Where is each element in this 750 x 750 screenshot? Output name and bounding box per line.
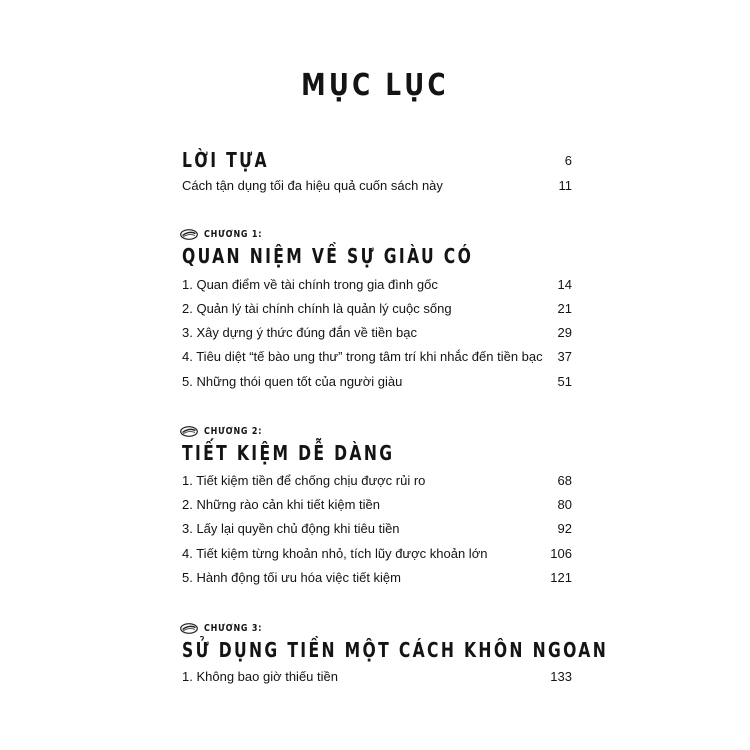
- toc-entry-label: 1. Không bao giờ thiếu tiền: [182, 669, 338, 684]
- toc-entry-label: 2. Những rào cản khi tiết kiệm tiền: [182, 497, 381, 512]
- toc-entry-page-number: 68: [557, 473, 572, 488]
- chapter-2-title: TIẾT KIỆM DỄ DÀNG: [182, 441, 395, 465]
- preface-page-number: 6: [564, 153, 572, 168]
- toc-entry-page-number: 80: [557, 497, 572, 512]
- toc-entry-ch2-4[interactable]: [182, 545, 572, 563]
- toc-entry-ch1-2[interactable]: [182, 300, 572, 318]
- toc-entry-page-number: 29: [557, 325, 572, 340]
- toc-entry-page-number: 14: [557, 277, 572, 292]
- toc-entry-label: 1. Tiết kiệm tiền để chống chịu được rủi ro: [182, 473, 426, 488]
- toc-entry-ch3-1[interactable]: [182, 668, 572, 686]
- toc-entry-ch1-1[interactable]: [182, 276, 572, 294]
- chapter-3-tag: [180, 623, 277, 634]
- chapter-tag-text: CHƯƠNG 3:: [204, 623, 263, 634]
- toc-entry-label: 1. Quan điểm về tài chính trong gia đình gốc: [182, 277, 438, 292]
- toc-entry-ch2-3[interactable]: [182, 520, 572, 538]
- toc-entry-label: 3. Lấy lại quyền chủ động khi tiêu tiền: [182, 521, 400, 536]
- toc-entry-ch1-4[interactable]: [182, 348, 572, 366]
- toc-entry-ch2-5[interactable]: [182, 569, 572, 587]
- chapter-tag-text: CHƯƠNG 1:: [204, 229, 263, 240]
- toc-entry-label: 5. Những thói quen tốt của người giàu: [182, 374, 403, 389]
- chapter-tag-text: CHƯƠNG 2:: [204, 426, 263, 437]
- chapter-badge-icon: [180, 623, 198, 634]
- toc-entry-label: 4. Tiết kiệm từng khoản nhỏ, tích lũy được khoản lớn: [182, 546, 488, 561]
- chapter-badge-icon: [180, 426, 198, 437]
- toc-entry-page-number: 133: [550, 669, 572, 684]
- toc-entry-label: 2. Quản lý tài chính chính là quản lý cuộc sống: [182, 301, 452, 316]
- toc-entry-page-number: 37: [557, 349, 572, 364]
- toc-entry-page-number: 92: [557, 521, 572, 536]
- chapter-2-tag: [180, 426, 277, 437]
- chapter-3-title: SỬ DỤNG TIỀN MỘT CÁCH KHÔN NGOAN: [182, 638, 609, 662]
- toc-entry-label: 5. Hành động tối ưu hóa việc tiết kiệm: [182, 570, 401, 585]
- toc-entry-ch2-2[interactable]: [182, 496, 572, 514]
- toc-entry-page-number: 21: [557, 301, 572, 316]
- toc-entry-page-number: 51: [557, 374, 572, 389]
- chapter-1-tag: [180, 229, 277, 240]
- toc-entry-label: Cách tận dụng tối đa hiệu quả cuốn sách này: [182, 178, 443, 193]
- toc-entry-page-number: 11: [558, 178, 572, 193]
- toc-entry-page-number: 121: [550, 570, 572, 585]
- toc-entry-page-number: 106: [550, 546, 572, 561]
- page-title: MỤC LỤC: [301, 68, 449, 103]
- chapter-badge-icon: [180, 229, 198, 240]
- toc-entry-ch1-3[interactable]: [182, 324, 572, 342]
- chapter-1-title: QUAN NIỆM VỀ SỰ GIÀU CÓ: [182, 244, 474, 268]
- toc-entry-ch1-5[interactable]: [182, 373, 572, 391]
- toc-entry-ch2-1[interactable]: [182, 472, 572, 490]
- toc-entry-label: 3. Xây dựng ý thức đúng đắn về tiền bạc: [182, 325, 417, 340]
- preface-heading: LỜI TỰA: [182, 148, 269, 172]
- toc-entry-label: 4. Tiêu diệt “tế bào ung thư” trong tâm trí khi nhắc đến tiền bạc: [182, 349, 543, 364]
- toc-entry-preface-1[interactable]: [182, 177, 572, 195]
